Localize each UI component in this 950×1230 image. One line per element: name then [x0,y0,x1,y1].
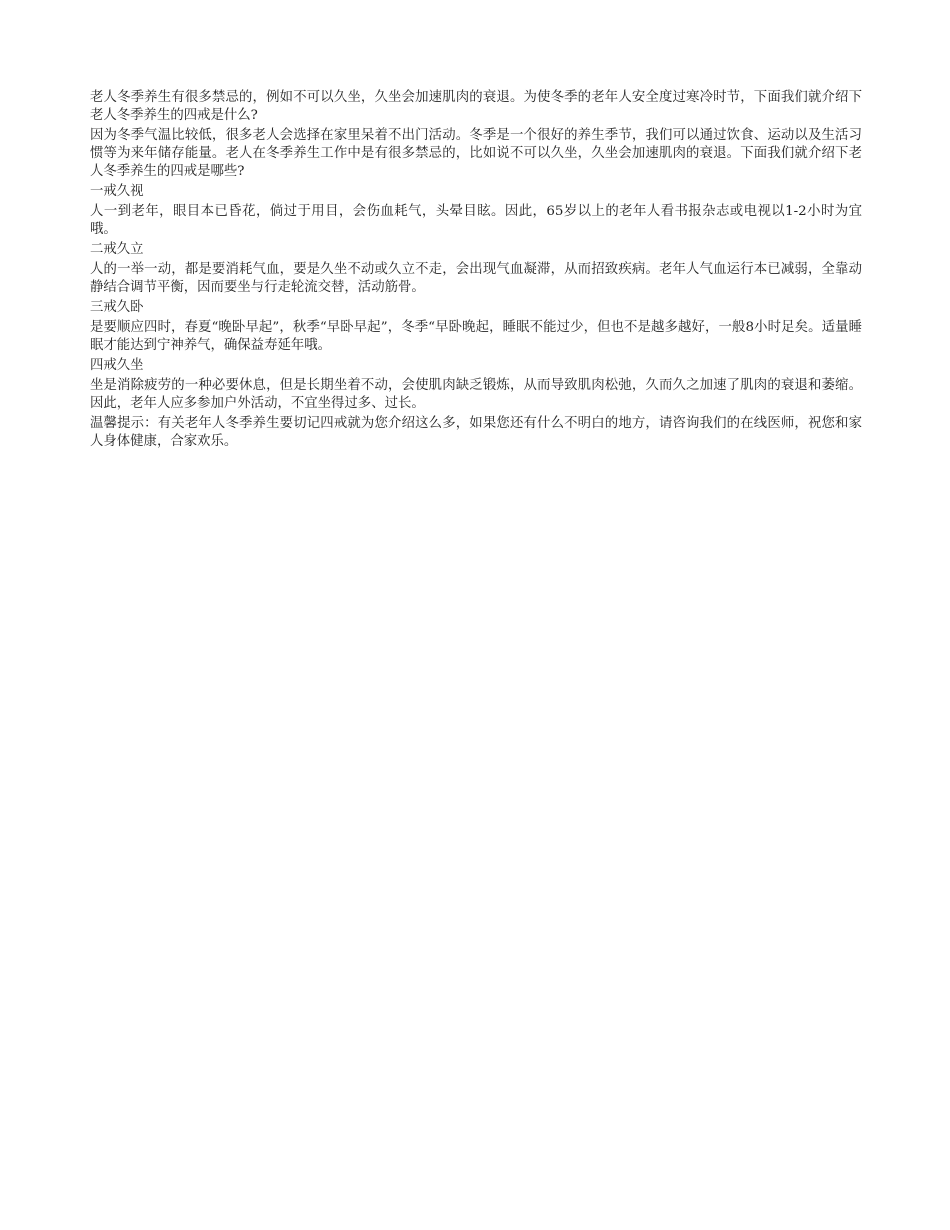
section-body-3: 是要顺应四时，春夏“晚卧早起”，秋季“早卧早起”，冬季“早卧晚起，睡眠不能过少，但也不是越多越好，一般8小时足矣。适量睡眠才能达到宁神养气，确保益寿延年哦。 [90,320,862,353]
section-heading-1: 一戒久视 [90,184,144,199]
background-paragraph: 因为冬季气温比较低，很多老人会选择在家里呆着不出门活动。冬季是一个很好的养生季节，我们可以通过饮食、运动以及生活习惯等为来年储存能量。老人在冬季养生工作中是有很多禁忌的，比如说不可以久坐，久坐会加速肌肉的衰退。下面我们就介绍下老人冬季养生的四戒是哪些? [90,128,862,179]
section-body-4: 坐是消除疲劳的一种必要休息，但是长期坐着不动，会使肌肉缺乏锻炼，从而导致肌肉松弛，久而久之加速了肌肉的衰退和萎缩。因此，老年人应多参加户外活动，不宜坐得过多、过长。 [90,378,862,411]
section-heading-3: 三戒久卧 [90,300,144,315]
section-heading-4: 四戒久坐 [90,358,144,373]
tip-paragraph: 温馨提示：有关老年人冬季养生要切记四戒就为您介绍这么多，如果您还有什么不明白的地方，请咨询我们的在线医师，祝您和家人身体健康，合家欢乐。 [90,416,862,449]
section-body-2: 人的一举一动，都是要消耗气血，要是久坐不动或久立不走，会出现气血凝滞，从而招致疾病。老年人气血运行本已减弱，全靠动静结合调节平衡，因而要坐与行走轮流交替，活动筋骨。 [90,262,862,295]
article-body [90,89,862,453]
section-body-1: 人一到老年，眼目本已昏花，倘过于用目，会伤血耗气，头晕目眩。因此，65岁以上的老年人看书报杂志或电视以1-2小时为宜哦。 [90,204,862,237]
section-heading-2: 二戒久立 [90,242,144,257]
intro-paragraph: 老人冬季养生有很多禁忌的，例如不可以久坐，久坐会加速肌肉的衰退。为使冬季的老年人安全度过寒冷时节，下面我们就介绍下老人冬季养生的四戒是什么? [90,90,862,123]
